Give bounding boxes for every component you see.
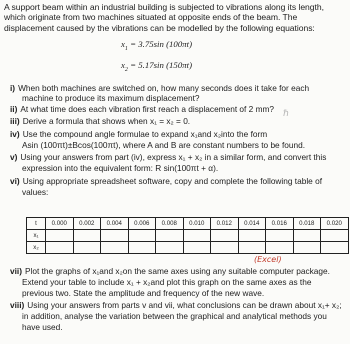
intro-line-1: A support beam within an industrial building is subjected to vibrations along its length, <box>4 2 324 12</box>
table-header-cell: 0.000 <box>46 218 74 230</box>
table-cell <box>73 242 101 254</box>
table-cell <box>293 230 321 242</box>
question-ii: ii) At what time does each vibration first reach a displacement of 2 mm? <box>10 104 275 114</box>
table-cell <box>101 230 129 242</box>
question-vi-line-2: values: <box>22 187 49 197</box>
question-viii-line-2: in addition, analyse the variation between the graphical and analytical methods you <box>22 311 327 321</box>
question-v-line-2: expression into the equivalent form: R sin(100πt + α). <box>22 163 219 173</box>
question-viii: viii) Using your answers from parts v and vii, what conclusions can be drawn about x₁+ x₂; <box>10 300 342 310</box>
table-cell <box>238 242 266 254</box>
table-header-cell: 0.020 <box>321 218 349 230</box>
table-cell <box>238 230 266 242</box>
table-row-x2 <box>27 242 349 254</box>
table-header-cell: 0.002 <box>73 218 101 230</box>
table-header-cell: 0.006 <box>128 218 156 230</box>
table-header-cell: 0.016 <box>266 218 294 230</box>
table-cell <box>321 230 349 242</box>
question-viii-line-3: have used. <box>22 322 63 332</box>
table-cell <box>211 242 239 254</box>
table-header-row <box>27 218 349 230</box>
table-cell <box>266 230 294 242</box>
table-header-cell: 0.010 <box>183 218 211 230</box>
table-cell <box>128 230 156 242</box>
table-cell <box>101 242 129 254</box>
table-cell <box>321 242 349 254</box>
table-row-x1 <box>27 230 349 242</box>
table-cell <box>156 230 184 242</box>
table-cell <box>266 242 294 254</box>
question-i: i) When both machines are switched on, how many seconds does it take for each <box>10 83 310 93</box>
table-cell <box>128 242 156 254</box>
question-i-line-2: machine to produce its maximum displacement? <box>22 93 200 103</box>
question-iv: iv) Use the compound angle formulae to expand x₁and x₂into the form <box>10 129 268 139</box>
table-cell <box>156 242 184 254</box>
table-cell <box>46 230 74 242</box>
equation-x2: $x_2 = 5.17\sin$ (150πt) <box>121 60 193 73</box>
table-header-cell: 0.008 <box>156 218 184 230</box>
question-vii-line-3: previous two. State the amplitude and frequency of the new wave. <box>22 288 265 298</box>
question-vii: vii) Plot the graphs of x₁and x₂on the same axes using any suitable computer package. <box>10 266 330 276</box>
question-iv-line-2: Asin (100πt)±Bcos(100πt), where A and B are constant numbers to be found. <box>22 140 306 150</box>
intro-line-3: displacement caused by the vibrations can be modelled by the following equations: <box>4 22 315 33</box>
problem-intro <box>4 2 347 33</box>
row-label-x1: x₁ <box>27 230 46 242</box>
question-vi: vi) Using appropriate spreadsheet software, copy and complete the following table of <box>10 176 323 186</box>
table-header-cell: 0.014 <box>238 218 266 230</box>
table-cell <box>183 230 211 242</box>
row-label-x2: x₂ <box>27 242 46 254</box>
question-iii: iii) Derive a formula that shows when x₁ = x₂ = 0. <box>10 116 191 126</box>
table-cell <box>293 242 321 254</box>
intro-line-2: which originate from two machines situated at opposite ends of the beam. The <box>4 12 298 23</box>
equation-x1: $x_1 = 3.75\sin$ (100πt) <box>121 39 193 52</box>
question-vii-line-2: Extend your table to include x₁ + x₂and plot this graph on the same axes as the <box>22 277 312 287</box>
table-header-cell: 0.018 <box>293 218 321 230</box>
table-header-cell: t <box>27 218 46 230</box>
table-header-cell: 0.004 <box>101 218 129 230</box>
table-header-cell: 0.012 <box>211 218 239 230</box>
table-cell <box>183 242 211 254</box>
table-cell <box>46 242 74 254</box>
question-v: v) Using your answers from part (iv), express x₁ + x₂ in a similar form, and convert this <box>10 152 327 162</box>
pencil-scribble: ℏ <box>283 108 289 118</box>
table-cell <box>211 230 239 242</box>
values-table <box>26 217 349 254</box>
handwritten-annotation: (Excel) <box>254 255 282 264</box>
table-cell <box>73 230 101 242</box>
